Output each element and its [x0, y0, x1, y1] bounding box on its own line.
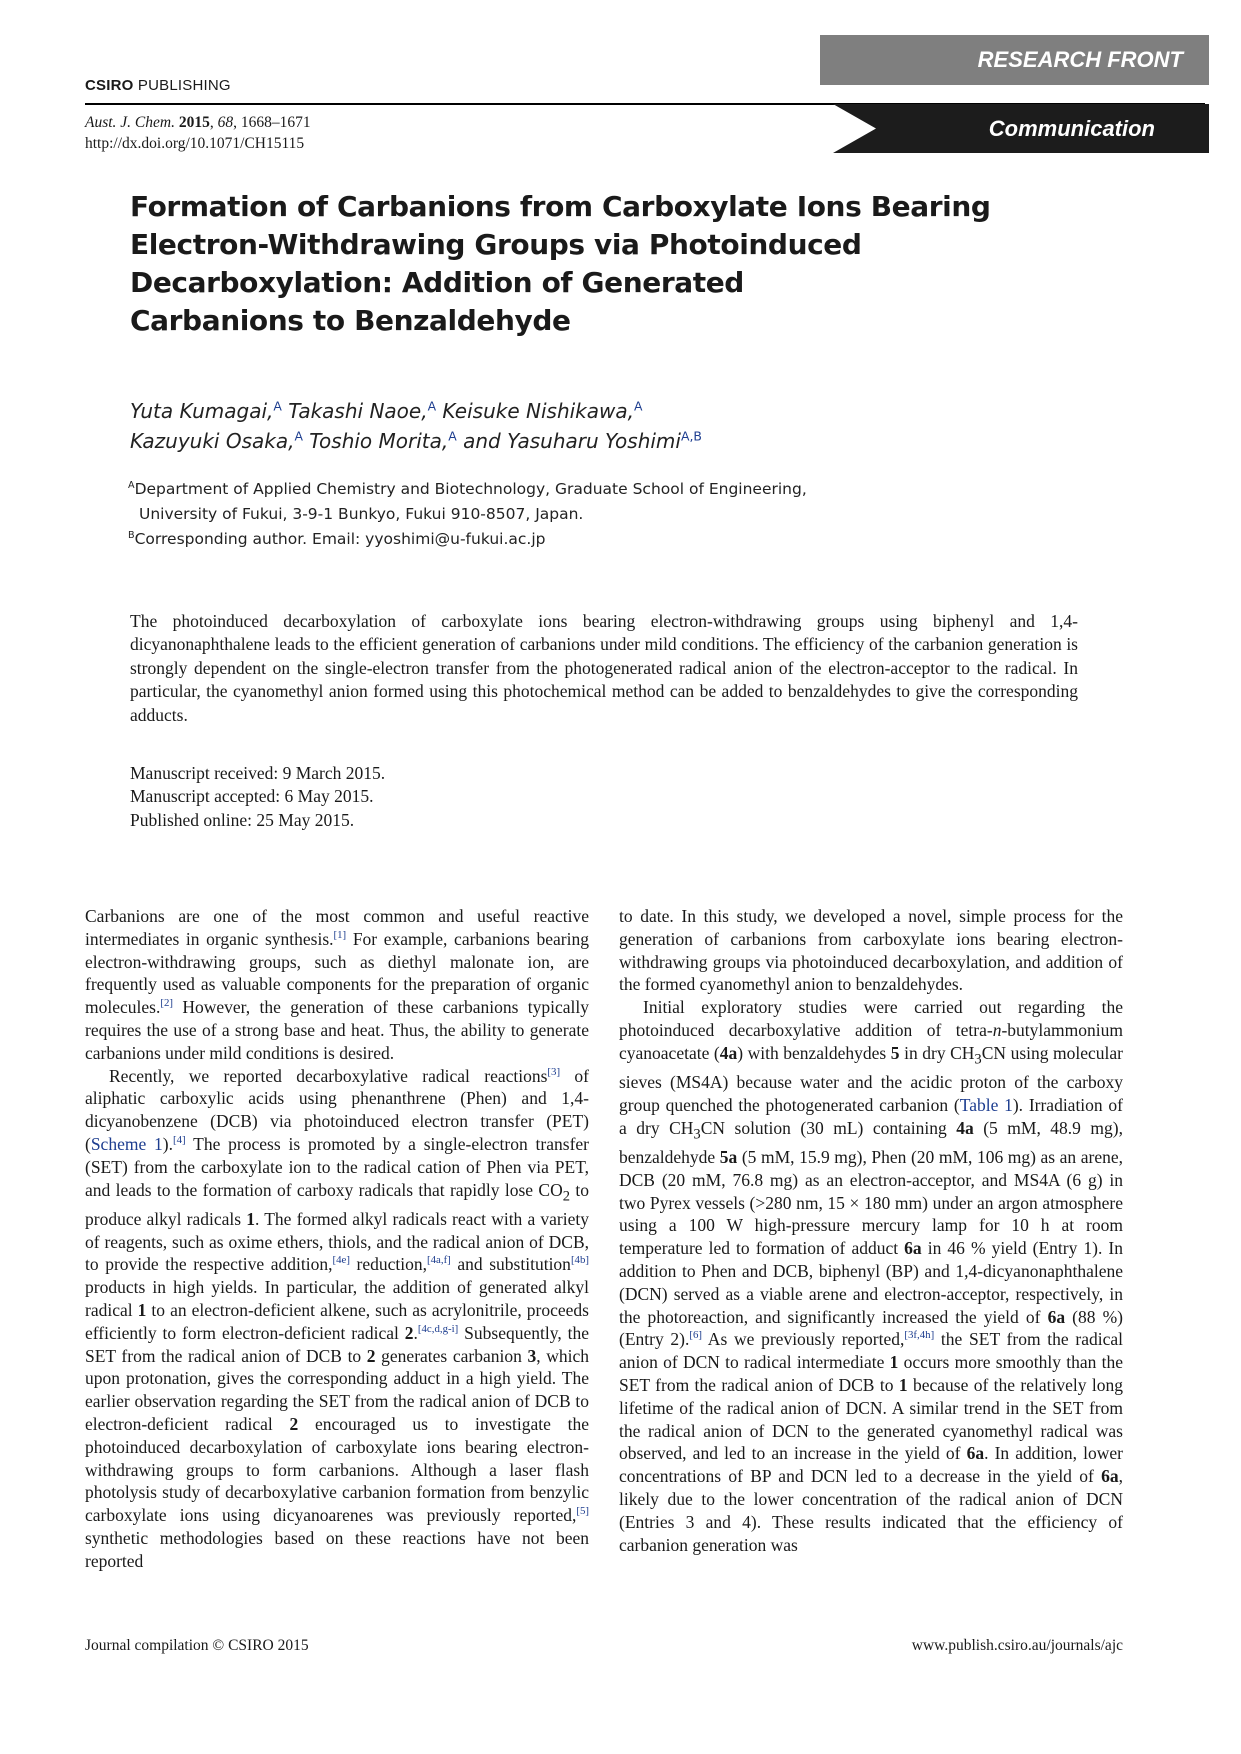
- text: Initial exploratory studies were carried out regarding the photoinduced decarboxylative addition of tetra-: [619, 997, 1123, 1040]
- text: The process is promoted by a single-electron transfer (SET) from the carboxylate ion to the radical cation of Phen via PET, and leads to the formation of carboxy radicals that rapidly lose CO: [85, 1133, 589, 1200]
- body-column-right: [619, 905, 1123, 1556]
- text: .: [413, 1322, 418, 1343]
- affiliation-a-line1: Department of Applied Chemistry and Biotechnology, Graduate School of Engineering,: [134, 480, 807, 498]
- reference-link[interactable]: [4c,d,g-i]: [417, 1323, 459, 1336]
- date-accepted: Manuscript accepted: 6 May 2015.: [130, 786, 374, 807]
- text: . The formed alkyl radicals react with a variety of reagents, such as oxime ethers, thiols, and the radical anion of DCB, to provide the respective addition,: [85, 1208, 589, 1275]
- author-name: Takashi Naoe,: [288, 399, 428, 423]
- author-name: Yuta Kumagai,: [130, 399, 274, 423]
- reference-link[interactable]: [1]: [333, 928, 347, 941]
- title-line: Carbanions to Benzaldehyde: [130, 304, 571, 337]
- author-name: Keisuke Nishikawa,: [442, 399, 634, 423]
- affiliation-b-mark: B: [128, 529, 135, 541]
- reference-link[interactable]: [5]: [576, 1505, 589, 1518]
- brand-bold: CSIRO: [85, 77, 134, 94]
- author-list: [130, 396, 702, 456]
- compound-number: 5: [890, 1042, 900, 1063]
- compound-number: 4a: [956, 1117, 974, 1138]
- text: -butylammonium cyanoacetate (: [619, 1019, 1123, 1063]
- italic-text: n: [992, 1019, 1002, 1040]
- compound-number: 1: [246, 1208, 256, 1229]
- reference-link[interactable]: [4a,f]: [427, 1254, 451, 1267]
- text: and substitution: [450, 1254, 571, 1275]
- title-line: Decarboxylation: Addition of Generated: [130, 266, 744, 299]
- text: Carbanions are one of the most common and useful reactive intermediates in organic synthesis.: [85, 906, 589, 949]
- brand-rest: PUBLISHING: [133, 77, 231, 94]
- text: (5 mM, 15.9 mg), Phen (20 mM, 106 mg) as an arene, DCB (20 mM, 76.8 mg) as an electron-acceptor, and MS4A (6 g) in two Pyrex vessels (>280 nm, 15 × 180 mm) under an argon atmosphere using a 100 W high-pressure mercury lamp for 10 h at room temperature led to formation of adduct: [619, 1146, 1123, 1259]
- reference-link[interactable]: [4b]: [570, 1254, 590, 1267]
- text: As we previously reported,: [702, 1329, 905, 1350]
- affiliation-b: [128, 527, 807, 552]
- text: , which upon protonation, gives the corresponding adduct in a high yield. The earlier observation regarding the SET from the radical anion of DCB to electron-deficient radical: [85, 1345, 589, 1435]
- title-line: Formation of Carbanions from Carboxylate Ions Bearing: [130, 190, 991, 223]
- manuscript-dates: [130, 762, 385, 832]
- compound-number: 1: [898, 1374, 908, 1395]
- citation-line: Aust. J. Chem. 2015, 68, 1668–1671: [85, 114, 311, 131]
- affiliation-a-mark: A: [128, 479, 135, 491]
- text: to produce alkyl radicals: [85, 1179, 589, 1229]
- text: ). Irradiation of a dry CH: [619, 1094, 1124, 1138]
- journal-pages: 1668–1671: [240, 114, 311, 131]
- footer-copyright: Journal compilation © CSIRO 2015: [85, 1637, 309, 1654]
- reference-link[interactable]: [2]: [160, 997, 173, 1010]
- article-type-label: Communication: [988, 115, 1155, 141]
- text: Recently, we reported decarboxylative radical reactions: [109, 1065, 548, 1086]
- reference-link[interactable]: [4e]: [332, 1254, 350, 1267]
- author-name: and Yasuharu Yoshimi: [463, 429, 681, 453]
- compound-number: 6a: [966, 1443, 985, 1464]
- author-line: [130, 426, 702, 456]
- publisher-brand: [85, 77, 231, 94]
- text: because of the relatively long lifetime of the radical anion of DCN. A similar trend in the SET from the radical anion of DCN to the generated cyanomethyl radical was observed, and led to an increase in the yield of: [619, 1374, 1123, 1464]
- paragraph: [85, 1065, 589, 1573]
- body-column-left: [85, 905, 589, 1573]
- text: in dry CH: [899, 1042, 975, 1063]
- subscript: 2: [562, 1188, 571, 1205]
- journal-year: 2015: [178, 114, 210, 131]
- compound-number: 2: [366, 1345, 376, 1366]
- text: , likely due to the lower concentration of the radical anion of DCN (Entries 3 and 4). These results indicated that the efficiency of carbanion generation was: [619, 1466, 1123, 1555]
- text: to an electron-deficient alkene, such as acrylonitrile, proceeds efficiently to form electron-deficient radical: [85, 1300, 589, 1343]
- article-title: [130, 188, 991, 340]
- compound-number: 5a: [719, 1146, 738, 1167]
- author-line: [130, 396, 702, 426]
- date-received: Manuscript received: 9 March 2015.: [130, 763, 386, 783]
- compound-number: 1: [137, 1300, 147, 1321]
- paragraph: to date. In this study, we developed a novel, simple process for the generation of carbanions from carboxylate ions bearing electron-withdrawing groups via photoinduced decarboxylation, and addition of the formed cyanomethyl anion to benzaldehydes.: [619, 906, 1123, 995]
- text: ).: [162, 1133, 173, 1154]
- author-affiliation-mark[interactable]: A: [294, 428, 303, 444]
- reference-link[interactable]: [6]: [689, 1329, 703, 1342]
- author-affiliation-mark[interactable]: A: [427, 398, 437, 414]
- reference-link[interactable]: [3]: [547, 1065, 561, 1078]
- text: CN solution (30 mL) containing: [700, 1117, 957, 1138]
- journal-volume: 68: [217, 114, 234, 131]
- author-affiliation-mark[interactable]: A,B: [680, 428, 702, 444]
- compound-number: 2: [289, 1414, 299, 1435]
- affiliation-a: [128, 477, 807, 502]
- text: in 46 % yield (Entry 1). In addition to Phen and DCB, biphenyl (BP) and 1,4-dicyanonaphthalene (DCN) served as a viable arene and electron-acceptor, respectively, in the photoreaction, and significantly increased the yield of: [619, 1238, 1123, 1327]
- affiliation-a-line2: University of Fukui, 3-9-1 Bunkyo, Fukui 910-8507, Japan.: [139, 505, 584, 523]
- text: CN using molecular sieves (MS4A) because water and the acidic proton of the carboxy group quenched the photogenerated carbanion (: [619, 1042, 1123, 1115]
- compound-number: 2: [404, 1322, 414, 1343]
- article-type-banner: [833, 104, 1209, 153]
- reference-link[interactable]: [4]: [173, 1134, 186, 1147]
- table-link[interactable]: Table 1: [959, 1094, 1013, 1115]
- text: For example, carbanions bearing electron-withdrawing groups, such as diethyl malonate ion, are frequently used as valuable components for the preparation of organic molecules.: [85, 928, 589, 1018]
- footer-url[interactable]: www.publish.csiro.au/journals/ajc: [911, 1637, 1123, 1654]
- date-online: Published online: 25 May 2015.: [130, 809, 355, 830]
- paragraph: [85, 905, 589, 1065]
- research-front-tab: [820, 35, 1209, 85]
- author-name: Kazuyuki Osaka,: [130, 429, 295, 453]
- text: occurs more smoothly than the SET from the radical anion of DCB to: [619, 1352, 1123, 1395]
- text: products in high yields. In particular, the addition of generated alkyl radical: [85, 1277, 589, 1321]
- corresponding-author: Corresponding author. Email: yyoshimi@u-fukui.ac.jp: [134, 530, 546, 548]
- compound-number: 6a: [1101, 1466, 1119, 1487]
- reference-link[interactable]: [3f,4h]: [904, 1329, 935, 1342]
- text: Subsequently, the SET from the radical anion of DCB to: [85, 1322, 589, 1366]
- text: However, the generation of these carbanions typically requires the use of a strong base and heat. Thus, the ability to generate carbanions under mild conditions is desired.: [85, 997, 589, 1063]
- doi-link[interactable]: http://dx.doi.org/10.1071/CH15115: [85, 135, 305, 152]
- compound-number: 6a: [1047, 1306, 1066, 1327]
- author-affiliation-mark[interactable]: A: [634, 398, 643, 414]
- subscript: 3: [974, 1051, 982, 1068]
- author-affiliation-mark[interactable]: A: [448, 428, 457, 444]
- text: encouraged us to investigate the photoinduced decarboxylation of carboxylate ions bearing electron-withdrawing groups to form carbanions. Although a laser flash photolysis study of decarboxylative carbanion formation from benzylic carboxylate ions using dicyanoarenes was previously reported,: [85, 1414, 589, 1526]
- compound-number: 6a: [904, 1238, 922, 1259]
- research-front-label: RESEARCH FRONT: [977, 47, 1183, 72]
- compound-number: 4a: [719, 1042, 738, 1063]
- abstract: The photoinduced decarboxylation of carboxylate ions bearing electron-withdrawing groups using biphenyl and 1,4-dicyanonaphthalene leads to the efficient generation of carbanions under mild conditions. The efficiency of the carbanion generation is strongly dependent on the single-electron transfer from the photogenerated radical anion of the electron-acceptor to the radical. In particular, the cyanomethyl anion formed using this photochemical method can be added to benzaldehydes to give the corresponding adducts.: [130, 611, 1078, 725]
- text: of aliphatic carboxylic acids using phenanthrene (Phen) and 1,4-dicyanobenzene (DCB) via photoinduced electron transfer (PET) (: [85, 1065, 590, 1154]
- author-affiliation-mark[interactable]: A: [273, 398, 282, 414]
- text: the SET from the radical anion of DCN to radical intermediate: [619, 1329, 1123, 1373]
- text: ) with benzaldehydes: [737, 1042, 891, 1063]
- compound-number: 1: [889, 1352, 899, 1373]
- compound-number: 3: [527, 1345, 537, 1366]
- text: generates carbanion: [375, 1345, 528, 1366]
- affiliations: [128, 477, 807, 552]
- author-name: Toshio Morita,: [309, 429, 449, 453]
- text: reduction,: [349, 1254, 428, 1275]
- paragraph: [619, 996, 1123, 1556]
- citation-block: [85, 112, 311, 154]
- scheme-link[interactable]: Scheme 1: [90, 1133, 163, 1154]
- text: (88 %) (Entry 2).: [619, 1306, 1123, 1350]
- text: synthetic methodologies based on these reactions have not been reported: [85, 1528, 589, 1571]
- text: . In addition, lower concentrations of BP and DCN led to a decrease in the yield of: [619, 1443, 1123, 1487]
- text: (5 mM, 48.9 mg), benzaldehyde: [619, 1117, 1123, 1167]
- subscript: 3: [693, 1126, 701, 1143]
- title-line: Electron-Withdrawing Groups via Photoinduced: [130, 228, 862, 261]
- journal-name: Aust. J. Chem.: [85, 114, 175, 131]
